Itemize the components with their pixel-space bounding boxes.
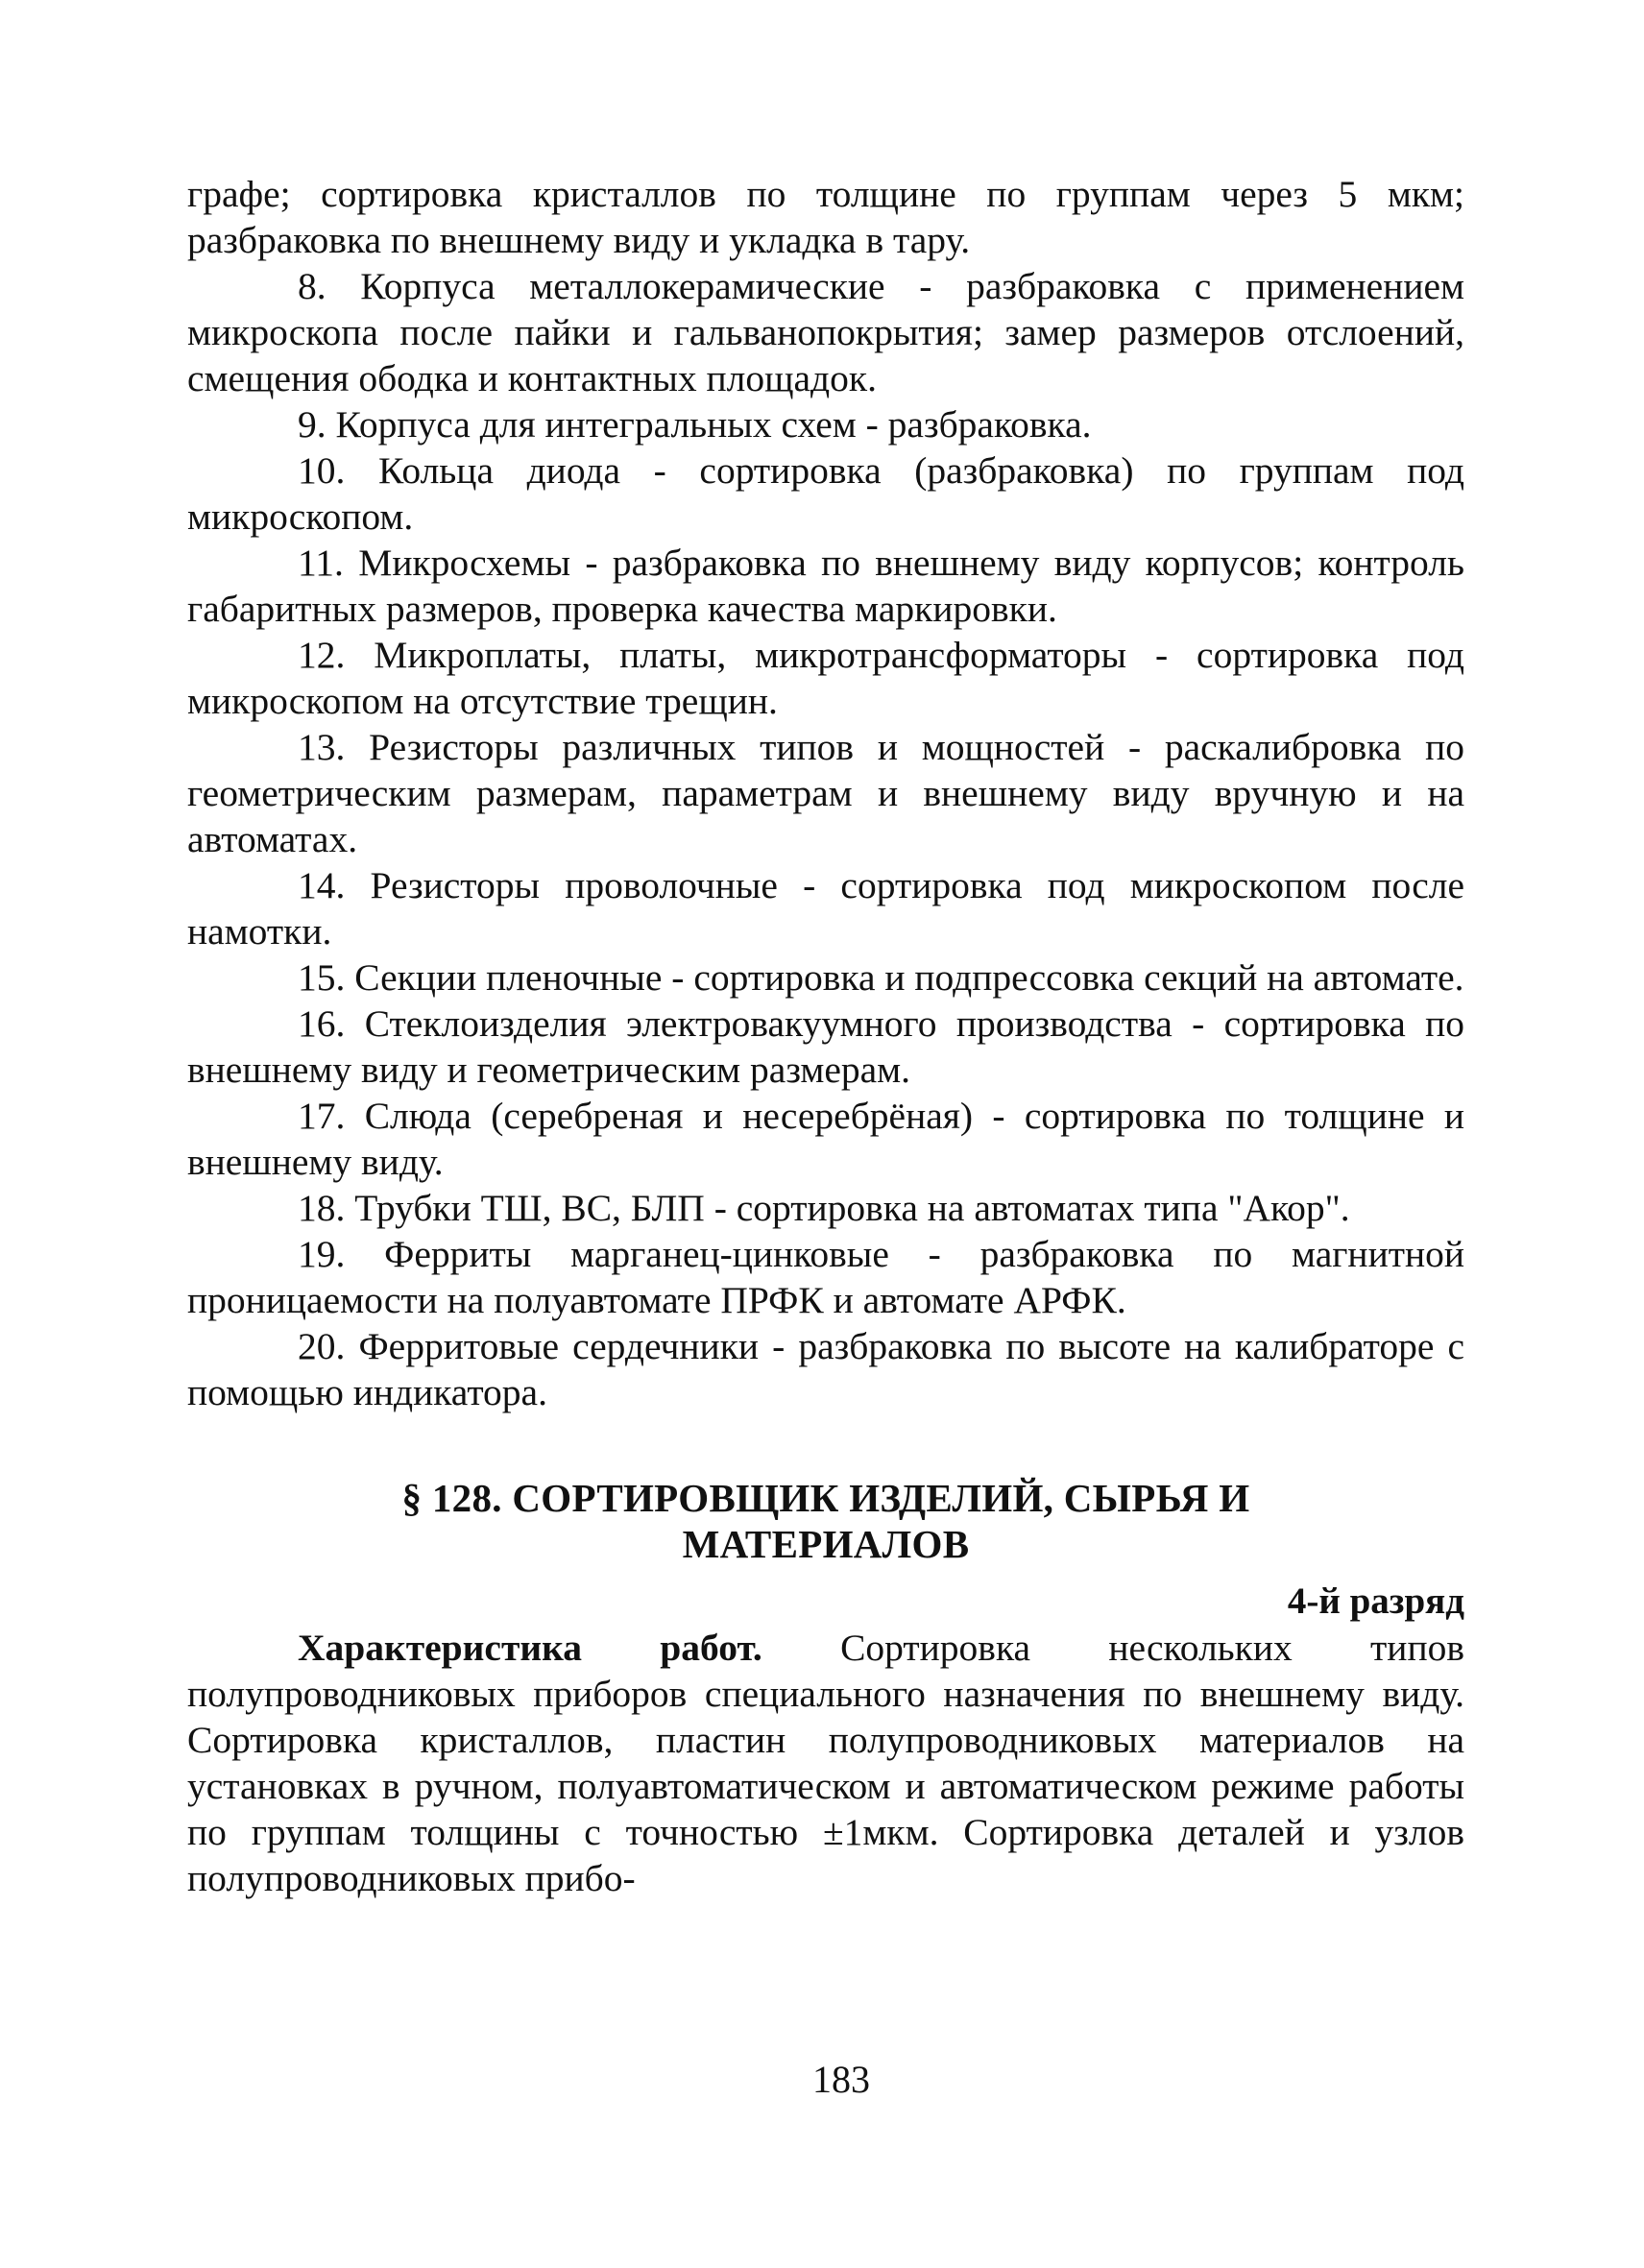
list-item: 18. Трубки ТШ, ВС, БЛП - сортировка на автоматах типа "Акор". (298, 1187, 1350, 1229)
characteristics-heading: Характеристика работ. (298, 1627, 762, 1669)
document-page (187, 171, 1464, 1901)
section-title-line-2: МАТЕРИАЛОВ (682, 1522, 970, 1566)
continuation-paragraph: графе; сортировка кристаллов по толщине по группам через 5 мкм; разбраковка по внешнему виду и укладка в тару. (187, 173, 1464, 261)
section-title-line-1: § 128. СОРТИРОВЩИК ИЗДЕЛИЙ, СЫРЬЯ И (401, 1476, 1250, 1520)
characteristics-text: Сортировка нескольких типов полупроводниковых приборов специального назначения по внешнему виду. Сортировка кристаллов, пластин полупроводниковых материалов на установках в ручном, полуавтоматическом и автоматическом режиме работы по группам толщины с точностью ±1мкм. Сортировка деталей и узлов полупроводниковых прибо- (187, 1627, 1464, 1899)
list-item: 14. Резисторы проволочные - сортировка под микроскопом после намотки. (187, 864, 1464, 953)
list-item: 11. Микросхемы - разбраковка по внешнему виду корпусов; контроль габаритных размеров, проверка качества маркировки. (187, 542, 1464, 630)
list-item: 17. Слюда (серебреная и несеребрёная) - сортировка по толщине и внешнему виду. (187, 1095, 1464, 1183)
list-item: 15. Секции пленочные - сортировка и подпрессовка секций на автомате. (298, 956, 1464, 999)
list-item: 16. Стеклоизделия электровакуумного производства - сортировка по внешнему виду и геометрическим размерам. (187, 1002, 1464, 1091)
list-item: 10. Кольца диода - сортировка (разбраковка) по группам под микроскопом. (187, 449, 1464, 538)
list-item: 12. Микроплаты, платы, микротрансформаторы - сортировка под микроскопом на отсутствие трещин. (187, 634, 1464, 722)
page-number: 183 (812, 2058, 870, 2101)
list-item: 13. Резисторы различных типов и мощностей - раскалибровка по геометрическим размерам, параметрам и внешнему виду вручную и на автоматах. (187, 726, 1464, 860)
section-title (187, 1475, 1464, 1567)
list-item: 9. Корпуса для интегральных схем - разбраковка. (298, 403, 1092, 446)
list-item: 20. Ферритовые сердечники - разбраковка по высоте на калибраторе с помощью индикатора. (187, 1325, 1464, 1413)
list-item: 19. Ферриты марганец-цинковые - разбраковка по магнитной проницаемости на полуавтомате ПРФК и автомате АРФК. (187, 1233, 1464, 1321)
characteristics-paragraph (187, 1625, 1464, 1901)
list-item: 8. Корпуса металлокерамические - разбраковка с применением микроскопа после пайки и гальванопокрытия; замер размеров отслоений, смещения ободка и контактных площадок. (187, 265, 1464, 399)
grade-label: 4-й разряд (1287, 1580, 1464, 1622)
